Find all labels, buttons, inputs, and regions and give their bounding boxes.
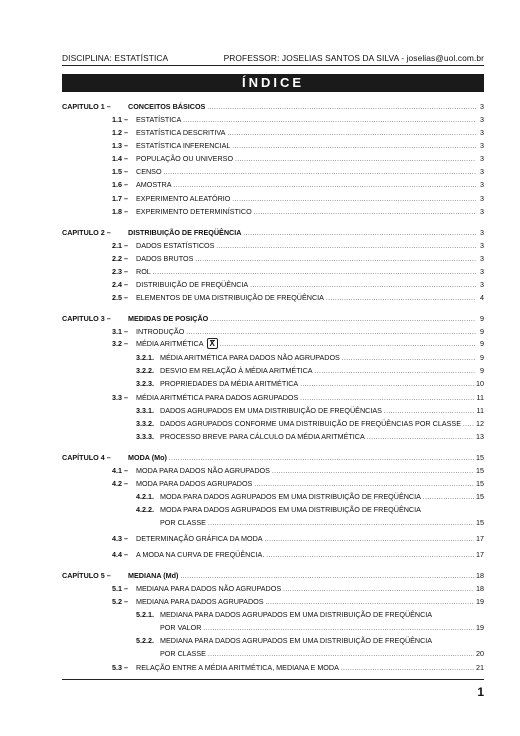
toc-leader: [164, 166, 476, 177]
toc-page: 3: [480, 241, 484, 250]
toc-item-5-1[interactable]: [112, 583, 484, 594]
toc-text: EXPERIMENTO ALEATÓRIO: [136, 194, 231, 203]
toc-item-1-6[interactable]: [112, 179, 484, 190]
toc-item-5-3[interactable]: [112, 662, 484, 673]
toc-number: 3.3.2.: [136, 419, 154, 428]
toc-page: 19: [476, 597, 484, 606]
toc-item-4-1[interactable]: [112, 465, 484, 476]
toc-number: 2.1 –: [112, 241, 128, 250]
toc-item-4-2-2-continued[interactable]: [160, 517, 484, 528]
header-divider: [62, 65, 484, 66]
toc-number: CAPITULO 2 –: [62, 228, 111, 237]
toc-chapter-5[interactable]: [62, 570, 484, 581]
toc-number: 2.4 –: [112, 280, 128, 289]
toc-text: A MODA NA CURVA DE FREQÜÊNCIA.: [136, 550, 265, 559]
toc-leader: [283, 583, 474, 594]
toc-number: 4.3 –: [112, 534, 128, 543]
page-number: 1: [477, 685, 484, 699]
toc-leader: [300, 392, 474, 403]
toc-leader: [315, 365, 476, 376]
toc-leader: [227, 127, 476, 138]
toc-text: ESTATÍSTICA DESCRITIVA: [136, 128, 226, 137]
toc-text: DADOS AGRUPADOS CONFORME UMA DISTRIBUIÇÃO DE FREQÜÊNCIAS POR CLASSE: [160, 419, 461, 428]
toc-page: 21: [476, 663, 484, 672]
toc-item-2-4[interactable]: [112, 279, 484, 290]
toc-text: MODA PARA DADOS AGRUPADOS EM UMA DISTRIBUIÇÃO DE FREQÜÊNCIA: [160, 492, 421, 501]
toc-item-3-3[interactable]: [112, 392, 484, 403]
toc-text: POPULAÇÃO OU UNIVERSO: [136, 154, 234, 163]
toc-text: DADOS AGRUPADOS EM UMA DISTRIBUIÇÃO DE FREQÜÊNCIAS: [160, 406, 382, 415]
toc-page: 20: [476, 649, 484, 658]
toc-text: MODA (Mo): [128, 453, 167, 462]
toc-leader: [265, 533, 474, 544]
toc-number: 2.2 –: [112, 254, 128, 263]
toc-leader: [153, 266, 476, 277]
toc-leader: [169, 452, 474, 463]
toc-page: 3: [480, 180, 484, 189]
toc-page: 15: [476, 479, 484, 488]
toc-leader: [272, 465, 474, 476]
toc-text: CONCEITOS BÁSICOS: [128, 102, 206, 111]
toc-number: 1.2 –: [112, 128, 128, 137]
toc-number: 3.2.2.: [136, 366, 154, 375]
toc-text: DADOS BRUTOS: [136, 254, 194, 263]
toc-number: 4.2.1.: [136, 492, 154, 501]
toc-leader: [367, 431, 474, 442]
toc-number: 1.4 –: [112, 154, 128, 163]
toc-leader: [254, 478, 474, 489]
toc-text: PROCESSO BREVE PARA CÁLCULO DA MÉDIA ARITMÉTICA: [160, 432, 365, 441]
toc-number: 4.2.2.: [136, 505, 154, 514]
mean-symbol: X: [207, 338, 218, 349]
toc-leader: [250, 279, 476, 290]
toc-page: 3: [480, 102, 484, 111]
toc-text: DISTRIBUIÇÃO DE FREQÜÊNCIA: [136, 280, 249, 289]
toc-item-1-5[interactable]: [112, 166, 484, 177]
toc-number: 5.2 –: [112, 597, 128, 606]
toc-leader: [220, 338, 476, 349]
toc-text: CENSO: [136, 167, 162, 176]
toc-number: 5.2.2.: [136, 636, 154, 645]
toc-number: 4.2 –: [112, 479, 128, 488]
toc-page: 15: [476, 492, 484, 501]
toc-text: MEDIDAS DE POSIÇÃO: [128, 314, 209, 323]
toc-page: 3: [480, 167, 484, 176]
toc-page: 18: [476, 584, 484, 593]
toc-text: ESTATÍSTICA INFERENCIAL: [136, 141, 231, 150]
toc-number: 4.1 –: [112, 466, 128, 475]
toc-item-4-2-1[interactable]: [136, 491, 484, 502]
toc-page: 3: [480, 267, 484, 276]
toc-text-continued: POR CLASSE: [160, 649, 206, 658]
toc-text: MEDIANA (Md): [128, 571, 179, 580]
toc-item-3-2[interactable]: [112, 338, 484, 349]
toc-item-5-2[interactable]: [112, 596, 484, 607]
toc-number: 3.2.1.: [136, 353, 154, 362]
toc-number: 3.3.3.: [136, 432, 154, 441]
toc-page: 9: [480, 327, 484, 336]
toc-chapter-4[interactable]: [62, 452, 484, 463]
toc-chapter-3[interactable]: [62, 313, 484, 324]
toc-leader: [463, 418, 474, 429]
toc-text: PROPRIEDADES DA MÉDIA ARITMÉTICA: [160, 379, 299, 388]
toc-leader: [326, 292, 476, 303]
toc-text: ELEMENTOS DE UMA DISTRIBUIÇÃO DE FREQÜÊNCIA: [136, 293, 324, 302]
toc-page: 12: [476, 419, 484, 428]
toc-leader: [235, 153, 476, 164]
toc-page: 3: [480, 141, 484, 150]
toc-page: 17: [476, 550, 484, 559]
toc-item-4-2[interactable]: [112, 478, 484, 489]
toc-number: 3.1 –: [112, 327, 128, 336]
toc-number: 1.1 –: [112, 115, 128, 124]
footer-divider: [62, 679, 484, 680]
toc-page: 3: [480, 228, 484, 237]
toc-item-4-4[interactable]: [112, 549, 484, 560]
toc-number: 3.3 –: [112, 393, 128, 402]
toc-page: 15: [476, 518, 484, 527]
toc-text: DISTRIBUIÇÃO DE FREQÜÊNCIA: [128, 228, 242, 237]
toc-item-5-2-1-continued[interactable]: [160, 622, 484, 633]
toc-text: EXPERIMENTO DETERMINÍSTICO: [136, 207, 252, 216]
toc-item-5-2-2[interactable]: [136, 635, 484, 646]
discipline-label: DISCIPLINA: ESTATÍSTICA: [62, 53, 169, 63]
toc-text: RELAÇÃO ENTRE A MÉDIA ARITMÉTICA, MEDIANA E MODA: [136, 663, 339, 672]
toc-chapter-1[interactable]: [62, 101, 484, 112]
toc-leader: [243, 227, 476, 238]
toc-item-1-4[interactable]: [112, 153, 484, 164]
toc-leader: [423, 491, 474, 502]
toc-item-4-2-2[interactable]: [136, 504, 484, 515]
toc-number: CAPÍTULO 4 –: [62, 453, 111, 462]
toc-number: 2.3 –: [112, 267, 128, 276]
toc-page: 18: [476, 571, 484, 580]
toc-page: 19: [476, 623, 484, 632]
toc-page: 4: [480, 293, 484, 302]
toc-item-3-2-1[interactable]: [136, 352, 484, 363]
toc-leader: [216, 240, 476, 251]
toc-leader: [266, 549, 474, 560]
toc-text: MODA PARA DADOS NÃO AGRUPADOS: [136, 466, 270, 475]
toc-item-2-3[interactable]: [112, 266, 484, 277]
toc-text: AMOSTRA: [136, 180, 172, 189]
toc-leader: [210, 313, 476, 324]
toc-item-2-1[interactable]: [112, 240, 484, 251]
toc-number: 1.6 –: [112, 180, 128, 189]
toc-page: 11: [476, 393, 484, 402]
toc-chapter-2[interactable]: [62, 227, 484, 238]
toc-page: 3: [480, 154, 484, 163]
toc-number: CAPITULO 3 –: [62, 314, 111, 323]
toc-page: 3: [480, 254, 484, 263]
professor-label: PROFESSOR: JOSELIAS SANTOS DA SILVA - joselias@uol.com.br: [223, 53, 484, 63]
toc-text: DETERMINAÇÃO GRÁFICA DA MODA: [136, 534, 263, 543]
toc-number: 3.2.3.: [136, 379, 154, 388]
page-header: [62, 53, 484, 65]
toc-leader: [232, 140, 476, 151]
toc-page: 9: [480, 366, 484, 375]
toc-page: 3: [480, 115, 484, 124]
toc-item-4-3[interactable]: [112, 533, 484, 544]
toc-text: MEDIANA PARA DADOS AGRUPADOS EM UMA DISTRIBUIÇÃO DE FREQÜÊNCIA: [160, 636, 433, 645]
toc-item-5-2-2-continued[interactable]: [160, 648, 484, 659]
toc-text: MEDIANA PARA DADOS NÃO AGRUPADOS: [136, 584, 282, 593]
toc-text: MODA PARA DADOS AGRUPADOS EM UMA DISTRIBUIÇÃO DE FREQÜÊNCIA: [160, 505, 421, 514]
toc-item-1-1[interactable]: [112, 114, 484, 125]
toc-number: 1.7 –: [112, 194, 128, 203]
toc-page: 17: [476, 534, 484, 543]
toc-number: CAPÍTULO 5 –: [62, 571, 111, 580]
toc-text: INTRODUÇÃO: [136, 327, 185, 336]
toc-leader: [266, 596, 474, 607]
toc-item-1-8[interactable]: [112, 206, 484, 217]
toc-leader: [208, 648, 474, 659]
toc-leader: [232, 193, 476, 204]
toc-page: 15: [476, 466, 484, 475]
toc-item-3-3-3[interactable]: [136, 431, 484, 442]
toc-item-1-2[interactable]: [112, 127, 484, 138]
toc-text: MÉDIA ARITMÉTICA PARA DADOS AGRUPADOS: [136, 393, 299, 402]
toc-number: 5.2.1.: [136, 610, 154, 619]
toc-leader: [254, 206, 476, 217]
toc-number: 1.5 –: [112, 167, 128, 176]
toc-page: 3: [480, 194, 484, 203]
toc-number: 4.4 –: [112, 550, 128, 559]
toc-leader: [342, 352, 476, 363]
toc-number: 5.1 –: [112, 584, 128, 593]
toc-text: MODA PARA DADOS AGRUPADOS: [136, 479, 253, 488]
toc-leader: [300, 378, 474, 389]
toc-leader: [203, 622, 474, 633]
toc-text: ROL: [136, 267, 151, 276]
toc-item-2-5[interactable]: [112, 292, 484, 303]
toc-page: 15: [476, 453, 484, 462]
toc-page: 10: [476, 379, 484, 388]
toc-page: 11: [476, 406, 484, 415]
toc-leader: [174, 179, 476, 190]
toc-text: MÉDIA ARITMÉTICA: [136, 339, 204, 348]
toc-number: 5.3 –: [112, 663, 128, 672]
toc-text: ESTATÍSTICA: [136, 115, 182, 124]
toc-text: MÉDIA ARITMÉTICA PARA DADOS NÃO AGRUPADOS: [160, 353, 340, 362]
toc-leader: [341, 662, 474, 673]
toc-text: DESVIO EM RELAÇÃO À MÉDIA ARITMÉTICA: [160, 366, 313, 375]
toc-page: 9: [480, 353, 484, 362]
toc-number: CAPITULO 1 –: [62, 102, 111, 111]
toc-text-continued: POR VALOR: [160, 623, 202, 632]
toc-item-3-2-2[interactable]: [136, 365, 484, 376]
toc-number: 3.3.1.: [136, 406, 154, 415]
toc-item-1-7[interactable]: [112, 193, 484, 204]
toc-page: 3: [480, 207, 484, 216]
toc-item-3-3-1[interactable]: [136, 405, 484, 416]
toc-text-continued: POR CLASSE: [160, 518, 206, 527]
page-title: ÍNDICE: [62, 74, 484, 92]
toc-page: 9: [480, 314, 484, 323]
toc-leader: [186, 326, 476, 337]
toc-number: 3.2 –: [112, 339, 128, 348]
toc-page: 3: [480, 128, 484, 137]
toc-text: MEDIANA PARA DADOS AGRUPADOS: [136, 597, 264, 606]
toc-leader: [207, 101, 476, 112]
toc-leader: [180, 570, 474, 581]
toc-text: MEDIANA PARA DADOS AGRUPADOS EM UMA DISTRIBUIÇÃO DE FREQÜÊNCIA: [160, 610, 433, 619]
toc-item-3-1[interactable]: [112, 326, 484, 337]
toc-number: 1.8 –: [112, 207, 128, 216]
toc-item-3-2-3[interactable]: [136, 378, 484, 389]
toc-leader: [208, 517, 474, 528]
toc-item-1-3[interactable]: [112, 140, 484, 151]
toc-page: 3: [480, 280, 484, 289]
toc-number: 1.3 –: [112, 141, 128, 150]
toc-text: DADOS ESTATÍSTICOS: [136, 241, 215, 250]
toc-page: 13: [476, 432, 484, 441]
toc-leader: [384, 405, 475, 416]
toc-item-5-2-1[interactable]: [136, 609, 484, 620]
toc-leader: [183, 114, 476, 125]
toc-leader: [195, 253, 476, 264]
toc-number: 2.5 –: [112, 293, 128, 302]
toc-item-3-3-2[interactable]: [136, 418, 484, 429]
toc-item-2-2[interactable]: [112, 253, 484, 264]
toc-page: 9: [480, 339, 484, 348]
